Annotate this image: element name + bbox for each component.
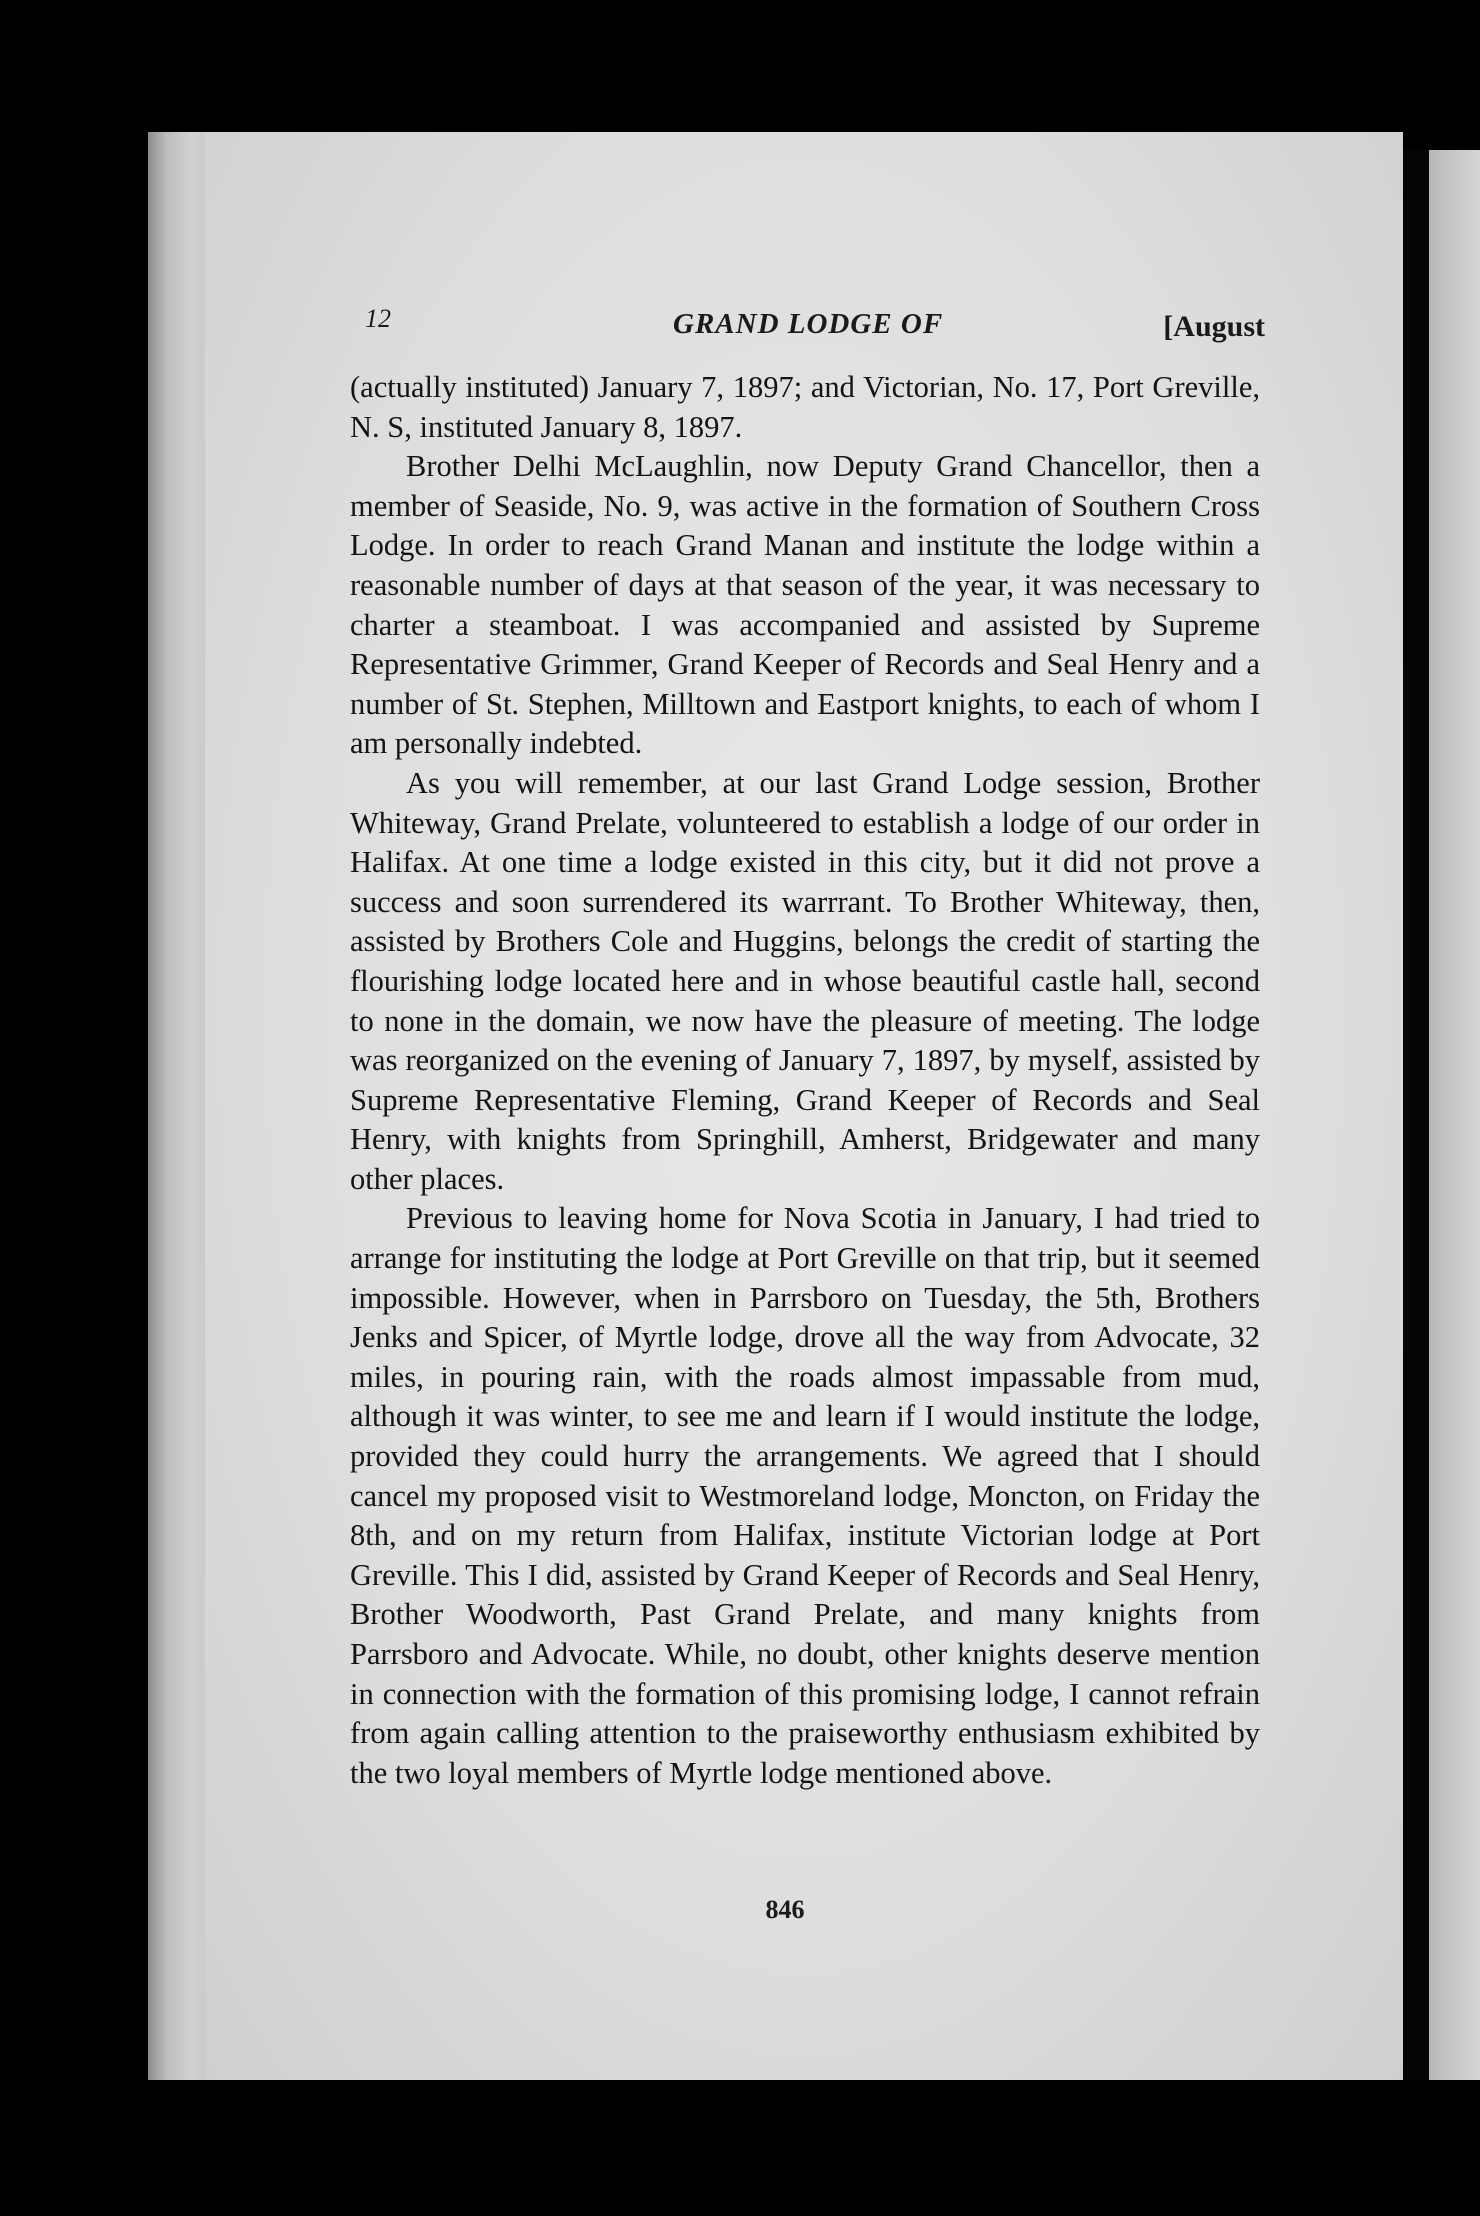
- folio-number: 12: [365, 304, 391, 333]
- gutter-shadow: [1403, 150, 1429, 2080]
- body-text: [350, 368, 1260, 1793]
- paragraph-mclaughlin: Brother Delhi McLaughlin, now Deputy Grand Chancellor, then a member of Seaside, No. 9, was active in the formation of Southern Cross Lodge. In order to reach Grand Manan and institute the lodge within a reasonable number of days at that season of the year, it was necessary to charter a steamboat. I was accompanied and assisted by Supreme Representative Grimmer, Grand Keeper of Records and Seal Henry and a number of St. Stephen, Milltown and Eastport knights, to each of whom I am personally indebted.: [350, 449, 1260, 761]
- paragraph-port-greville: Previous to leaving home for Nova Scotia in January, I had tried to arrange for instituting the lodge at Port Greville on that trip, but it seemed impossible. However, when in Parrsboro on Tuesday, the 5th, Brothers Jenks and Spicer, of Myrtle lodge, drove all the way from Advocate, 32 miles, in pouring rain, with the roads almost impassable from mud, although it was winter, to see me and learn if I would institute the lodge, provided they could hurry the arrangements. We agreed that I should cancel my proposed visit to Westmoreland lodge, Moncton, on Friday the 8th, and on my return from Halifax, institute Victorian lodge at Port Greville. This I did, assisted by Grand Keeper of Records and Seal Henry, Brother Woodworth, Past Grand Prelate, and many knights from Parrsboro and Advocate. While, no doubt, other knights deserve mention in connection with the formation of this promising lodge, I cannot refrain from again calling attention to the praiseworthy enthusiasm exhibited by the two loyal members of Myrtle lodge mentioned above.: [350, 1201, 1260, 1790]
- running-title: GRAND LODGE OF: [673, 308, 944, 340]
- running-month: [August: [1163, 310, 1265, 343]
- paragraph-halifax: As you will remember, at our last Grand Lodge session, Brother Whiteway, Grand Prelate, volunteered to establish a lodge of our order in Halifax. At one time a lodge existed in this city, but it did not prove a success and soon surrendered its warrrant. To Brother Whiteway, then, assisted by Brothers Cole and Huggins, belongs the credit of starting the flourishing lodge located here and in whose beautiful castle hall, second to none in the domain, we now have the pleasure of meeting. The lodge was reorganized on the evening of January 7, 1897, by myself, assisted by Supreme Representative Fleming, Grand Keeper of Records and Seal Henry, with knights from Springhill, Amherst, Bridgewater and many other places.: [350, 765, 1260, 1196]
- paragraph-continued: (actually instituted) January 7, 1897; and Victorian, No. 17, Port Greville, N. S, instituted January 8, 1897.: [350, 370, 1260, 444]
- page-binding-edge: [148, 132, 210, 2080]
- facing-page-edge: [1429, 150, 1480, 2080]
- running-head: [365, 304, 1265, 344]
- page-number: 846: [765, 1895, 805, 1924]
